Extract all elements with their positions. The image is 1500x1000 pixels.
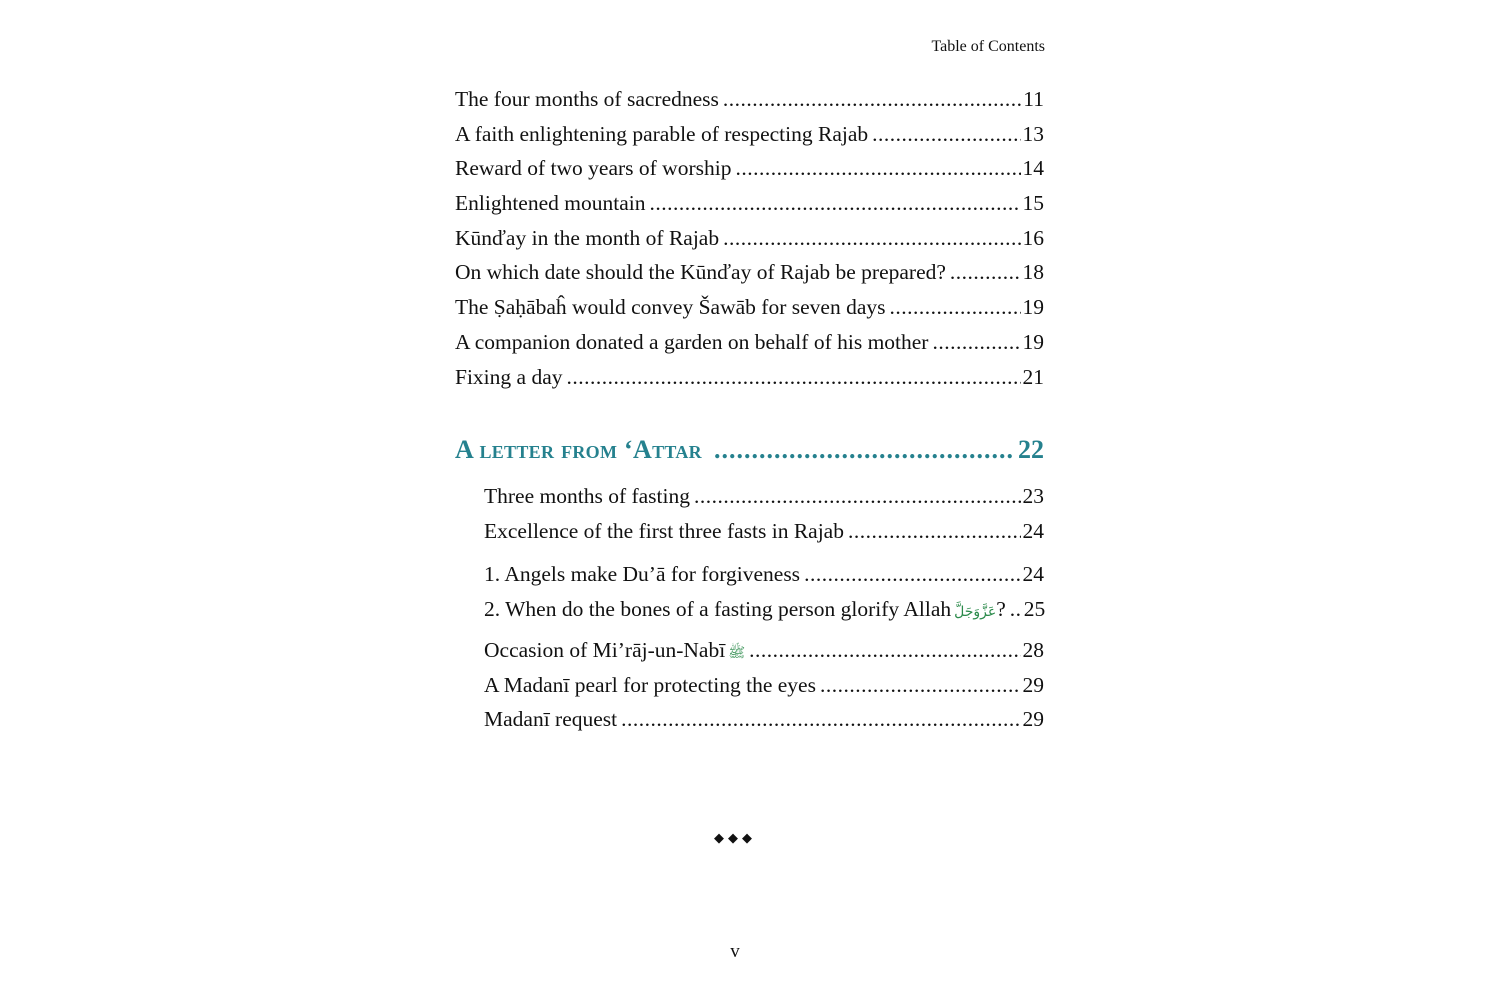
- dot-leader: [621, 702, 1020, 737]
- toc-entry-page: 19: [1022, 295, 1044, 320]
- toc-entry-page: 24: [1022, 518, 1044, 543]
- toc-entry[interactable]: [455, 151, 1044, 186]
- toc-entry-title: The four months of sacredness: [455, 87, 719, 111]
- toc-entry[interactable]: [484, 702, 1044, 737]
- toc-entry-page: 19: [1022, 329, 1044, 354]
- dot-leader: [714, 430, 1012, 470]
- dot-leader: [820, 668, 1021, 703]
- toc-entry[interactable]: [455, 82, 1044, 117]
- toc-entry-title: Occasion of Mi’rāj-un-Nabī: [484, 638, 726, 662]
- toc-entry-page: 24: [1022, 562, 1044, 586]
- toc-entry-page: 14: [1022, 156, 1044, 181]
- dot-leader: [749, 633, 1020, 668]
- toc-entry[interactable]: [455, 255, 1044, 290]
- dot-leader: [649, 186, 1020, 221]
- toc-entry-page: 13: [1022, 121, 1044, 146]
- toc-entry-title: Enlightened mountain: [455, 191, 646, 216]
- toc-entry-title: A faith enlightening parable of respecting Rajab: [455, 121, 869, 146]
- dot-leader: [950, 255, 1021, 290]
- toc-entry-title: Excellence of the first three fasts in Rajab: [484, 518, 844, 543]
- dot-leader: [1010, 592, 1022, 627]
- toc-entry-page: 15: [1022, 191, 1044, 216]
- dot-leader: [848, 514, 1021, 549]
- question-mark: ?: [996, 596, 1006, 621]
- toc-entry[interactable]: [455, 325, 1044, 360]
- toc-entry-page: 18: [1022, 260, 1044, 285]
- toc-entry-page: 25: [1023, 596, 1046, 621]
- toc-entry-page: 23: [1022, 484, 1044, 508]
- toc-entry[interactable]: [455, 221, 1044, 256]
- section-heading-page: 22: [1018, 435, 1044, 464]
- toc-top-list: [455, 82, 1044, 394]
- toc-entry-title: The Ṣaḥābaĥ would convey Šawāb for seven days: [455, 295, 886, 320]
- dot-leader: [804, 557, 1020, 592]
- toc-entry-title: A Madanī pearl for protecting the eyes: [484, 672, 816, 697]
- toc-entry-page: 29: [1022, 672, 1044, 697]
- toc-entry-page: 16: [1022, 225, 1044, 250]
- toc-entry-page: 11: [1023, 87, 1044, 111]
- toc-entry[interactable]: [484, 479, 1044, 514]
- toc-entry-title: On which date should the Kūnďay of Rajab be prepared?: [455, 260, 946, 285]
- toc-entry-title: 2. When do the bones of a fasting person glorify Allah: [484, 596, 952, 621]
- diamond-ornament-icon: ◆◆◆: [714, 830, 756, 845]
- toc-entry[interactable]: [455, 290, 1044, 325]
- toc-entry-page: 21: [1022, 364, 1044, 389]
- arabic-honorific: ﷺ: [728, 645, 746, 661]
- dot-leader: [872, 117, 1020, 152]
- toc-entry-title: Fixing a day: [455, 364, 563, 389]
- dot-leader: [723, 221, 1020, 256]
- toc-entry-title: Three months of fasting: [484, 484, 690, 508]
- toc-entry[interactable]: [455, 117, 1044, 152]
- toc-entry[interactable]: [455, 360, 1044, 395]
- toc-entry-title: Reward of two years of worship: [455, 156, 732, 181]
- toc-entry[interactable]: [484, 557, 1044, 592]
- toc-entry-page: 28: [1022, 638, 1044, 662]
- dot-leader: [735, 151, 1020, 186]
- toc-entry[interactable]: [484, 592, 1044, 627]
- toc-entry[interactable]: [484, 514, 1044, 549]
- page-number: v: [730, 941, 740, 962]
- toc-entry-title: A companion donated a garden on behalf of his mother: [455, 329, 929, 354]
- toc-entry[interactable]: [455, 186, 1044, 221]
- arabic-honorific: عَزَّوَجَلَّ: [954, 603, 997, 620]
- dot-leader: [723, 82, 1021, 117]
- toc-section-list-c: [455, 633, 1044, 737]
- running-header: Table of Contents: [931, 38, 1045, 55]
- toc-entry[interactable]: [484, 668, 1044, 703]
- toc-entry[interactable]: [484, 633, 1044, 668]
- dot-leader: [694, 479, 1021, 514]
- toc-section-list-b: [455, 557, 1044, 626]
- toc-entry-page: 29: [1022, 707, 1044, 732]
- toc-section-list-a: [455, 479, 1044, 548]
- toc-entry-title: Madanī request: [484, 707, 618, 732]
- toc-section: [455, 430, 1044, 470]
- dot-leader: [932, 325, 1020, 360]
- toc-entry-title: Kūnďay in the month of Rajab: [455, 225, 720, 250]
- toc-entry-title: 1. Angels make Du’ā for forgiveness: [484, 562, 801, 586]
- dot-leader: [889, 290, 1020, 325]
- section-heading[interactable]: [455, 430, 1044, 470]
- section-heading-title: A letter from ‘Attar: [455, 435, 702, 464]
- dot-leader: [567, 360, 1021, 395]
